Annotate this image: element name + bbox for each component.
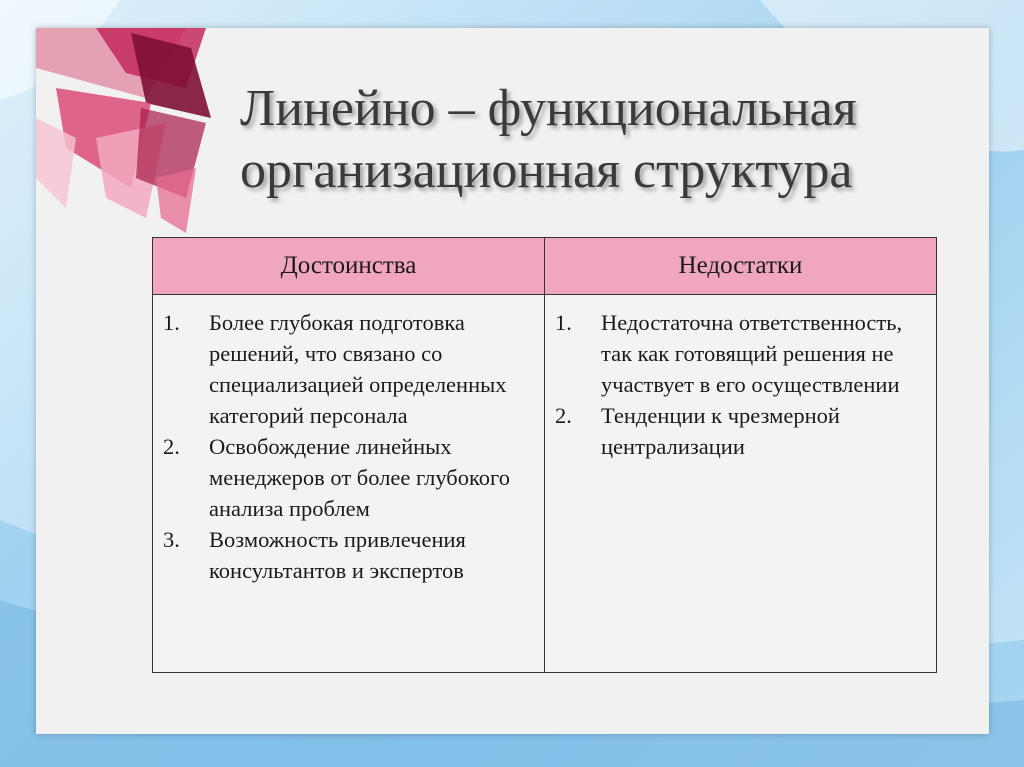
list-item: [163, 431, 538, 524]
table-row: [153, 295, 937, 673]
list-number: 1.: [555, 310, 572, 335]
advantages-cell: [153, 295, 545, 673]
slide: [36, 28, 989, 734]
list-item: [163, 307, 538, 431]
list-item: [163, 524, 538, 586]
table-header-row: [153, 238, 937, 295]
title-line-1: Линейно – функциональная: [240, 80, 857, 137]
list-number: 1.: [163, 310, 180, 335]
list-text: Освобождение линейных менеджеров от более глубокого анализа проблем: [209, 434, 510, 521]
list-text: Тенденции к чрезмерной централизации: [601, 403, 840, 459]
corner-decoration: [36, 28, 266, 258]
header-advantages: Достоинства: [153, 238, 545, 295]
list-text: Возможность привлечения консультантов и экспертов: [209, 527, 466, 583]
advantages-list: [163, 307, 538, 586]
list-number: 2.: [555, 403, 572, 428]
list-number: 3.: [163, 527, 180, 552]
slide-title: [240, 78, 980, 202]
comparison-table: [152, 237, 937, 673]
header-disadvantages: Недостатки: [545, 238, 937, 295]
title-line-2: организационная структура: [240, 142, 853, 199]
list-number: 2.: [163, 434, 180, 459]
list-item: [555, 400, 930, 462]
list-item: [555, 307, 930, 400]
disadvantages-cell: [545, 295, 937, 673]
list-text: Недостаточна ответственность, так как готовящий решения не участвует в его осуществлении: [601, 310, 903, 397]
disadvantages-list: [555, 307, 930, 462]
list-text: Более глубокая подготовка решений, что связано со специализацией определенных категорий персонала: [209, 310, 507, 428]
